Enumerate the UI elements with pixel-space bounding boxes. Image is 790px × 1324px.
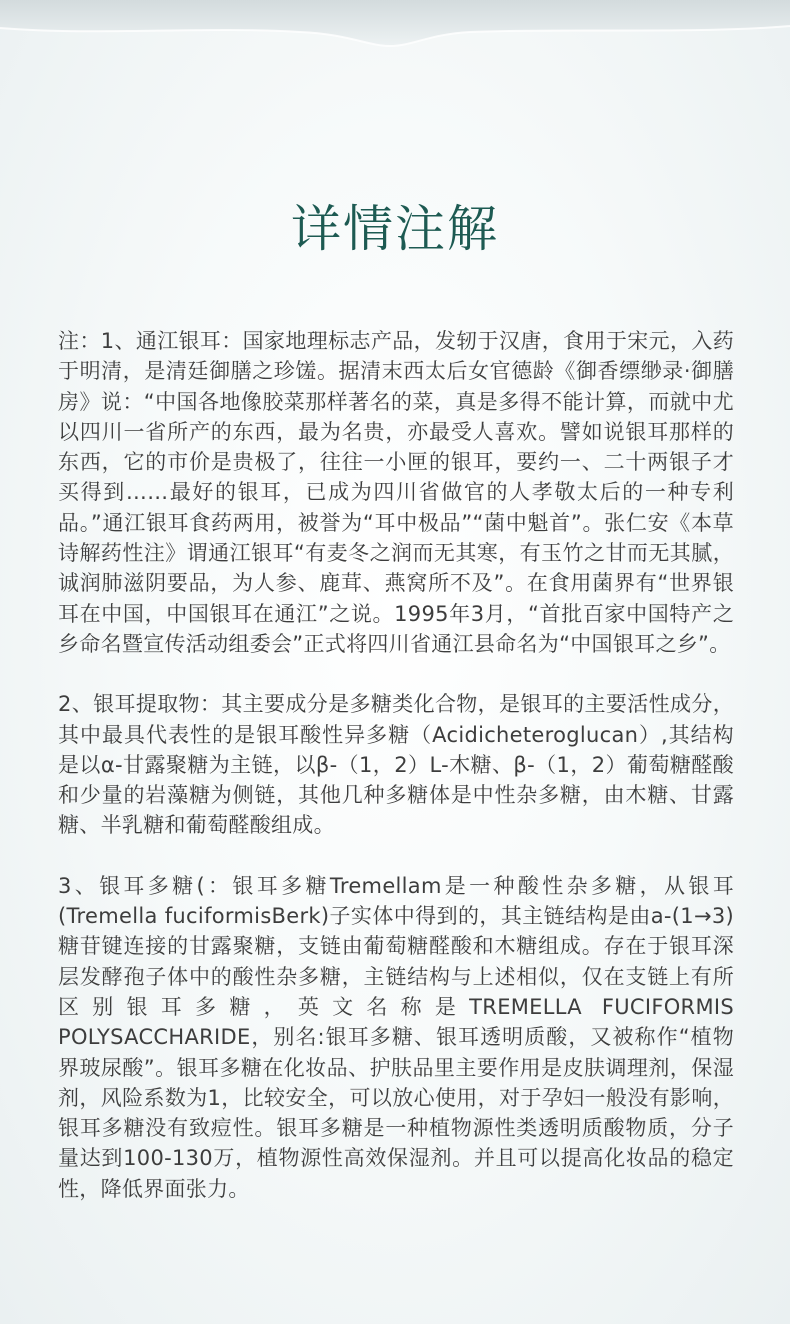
notes-section	[58, 326, 734, 1204]
top-wave-decoration	[0, 0, 790, 90]
page-title: 详情注解	[291, 200, 499, 258]
note-paragraph-2: 2、银耳提取物：其主要成分是多糖类化合物，是银耳的主要活性成分，其中最具代表性的是银耳酸性异多糖（Acidicheteroglucan）,其结构是以α-甘露聚糖为主链，以β-（1，2）L-木糖、β-（1，2）葡萄糖醛酸和少量的岩藻糖为侧链，其他几种多糖体是中性杂多糖，由木糖、甘露糖、半乳糖和葡萄醛酸组成。	[58, 692, 734, 838]
note-paragraph-3: 3、银耳多糖(：银耳多糖Tremellam是一种酸性杂多糖，从银耳(Tremella fuciformisBerk)子实体中得到的，其主链结构是由a-(1→3)糖苷键连接的甘露聚糖，支链由葡萄糖醛酸和木糖组成。存在于银耳深层发酵孢子体中的酸性杂多糖，主链结构与上述相似，仅在支链上有所区别银耳多糖，英文名称是TREMELLA FUCIFORMIS POLYSACCHARIDE，别名:银耳多糖、银耳透明质酸，又被称作“植物界玻尿酸”。银耳多糖在化妆品、护肤品里主要作用是皮肤调理剂，保湿剂，风险系数为1，比较安全，可以放心使用，对于孕妇一般没有影响，银耳多糖没有致痘性。银耳多糖是一种植物源性类透明质酸物质，分子量达到100-130万，植物源性高效保湿剂。并且可以提高化妆品的稳定性，降低界面张力。	[58, 873, 734, 1201]
note-paragraph-1: 注：1、通江银耳：国家地理标志产品，发轫于汉唐，食用于宋元，入药于明清，是清廷御膳之珍馐。据清末西太后女官德龄《御香缥缈录·御膳房》说：“中国各地像胶菜那样著名的菜，真是多得不能计算，而就中尤以四川一省所产的东西，最为名贵，亦最受人喜欢。譬如说银耳那样的东西，它的市价是贵极了，往往一小匣的银耳，要约一、二十两银子才买得到……最好的银耳，已成为四川省做官的人孝敬太后的一种专利品。”通江银耳食药两用，被誉为“耳中极品”“菌中魁首”。张仁安《本草诗解药性注》谓通江银耳“有麦冬之润而无其寒，有玉竹之甘而无其腻，诚润肺滋阴要品，为人参、鹿茸、燕窝所不及”。在食用菌界有“世界银耳在中国，中国银耳在通江”之说。1995年3月，“首批百家中国特产之乡命名暨宣传活动组委会”正式将四川省通江县命名为“中国银耳之乡”。	[58, 329, 734, 656]
